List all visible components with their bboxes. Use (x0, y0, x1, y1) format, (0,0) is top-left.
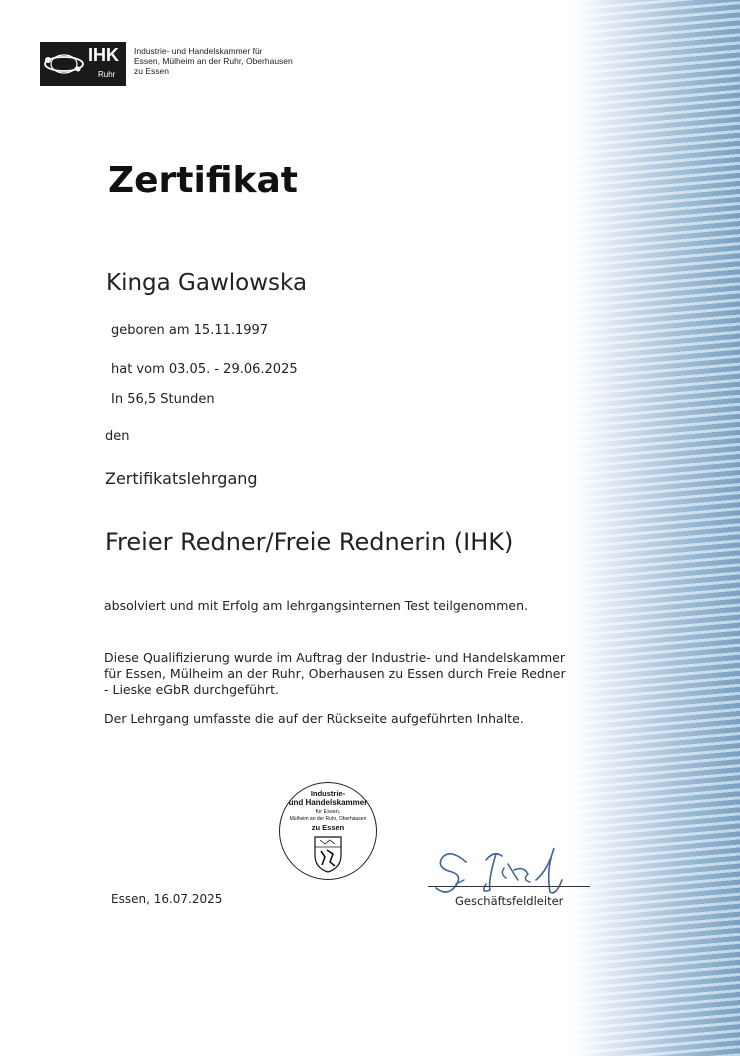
seal-text: für Essen, (315, 809, 341, 815)
logo-text: IHK (88, 45, 119, 65)
den-text: den (105, 429, 130, 444)
qualification-line: Diese Qualifizierung wurde im Auftrag der Industrie- und Handelskammer (104, 650, 565, 665)
signature-icon (430, 840, 570, 900)
logo-sub: Ruhr (98, 70, 116, 79)
org-line: Industrie- und Handelskammer für (134, 46, 263, 56)
course-period: hat vom 03.05. - 29.06.2025 (111, 362, 298, 377)
coat-of-arms-icon (313, 835, 343, 873)
organization-name (134, 46, 324, 76)
org-line: zu Essen (134, 66, 169, 76)
seal-text: zu Essen (311, 823, 345, 832)
certificate-title: Zertifikat (108, 160, 298, 201)
ihk-logo (40, 42, 126, 86)
seal-text: Industrie- (310, 789, 346, 798)
qualification-line: - Lieske eGbR durchgeführt. (104, 682, 279, 697)
course-name: Freier Redner/Freie Rednerin (IHK) (105, 528, 514, 556)
qualification-line: für Essen, Mülheim an der Ruhr, Oberhausen zu Essen durch Freie Redner (104, 666, 566, 681)
decorative-stripe-band (570, 0, 740, 1056)
recipient-name: Kinga Gawlowska (106, 270, 308, 296)
course-hours: In 56,5 Stunden (111, 392, 215, 407)
seal-text: und Handelskammer (288, 798, 368, 807)
contents-statement: Der Lehrgang umfasste die auf der Rückseite aufgeführten Inhalte. (104, 711, 524, 726)
signature-line (428, 886, 590, 887)
seal-text: Mülheim an der Ruhr, Oberhausen (289, 816, 367, 822)
org-line: Essen, Mülheim an der Ruhr, Oberhausen (134, 56, 293, 66)
course-type: Zertifikatslehrgang (105, 469, 258, 488)
passed-statement: absolviert und mit Erfolg am lehrgangsinternen Test teilgenommen. (104, 598, 528, 613)
ihk-emblem-icon (42, 50, 86, 78)
place-and-date: Essen, 16.07.2025 (111, 892, 223, 906)
official-seal (279, 782, 377, 880)
birth-date: geboren am 15.11.1997 (111, 323, 269, 338)
qualification-paragraph (104, 650, 604, 698)
signatory-role: Geschäftsfeldleiter (455, 894, 564, 908)
